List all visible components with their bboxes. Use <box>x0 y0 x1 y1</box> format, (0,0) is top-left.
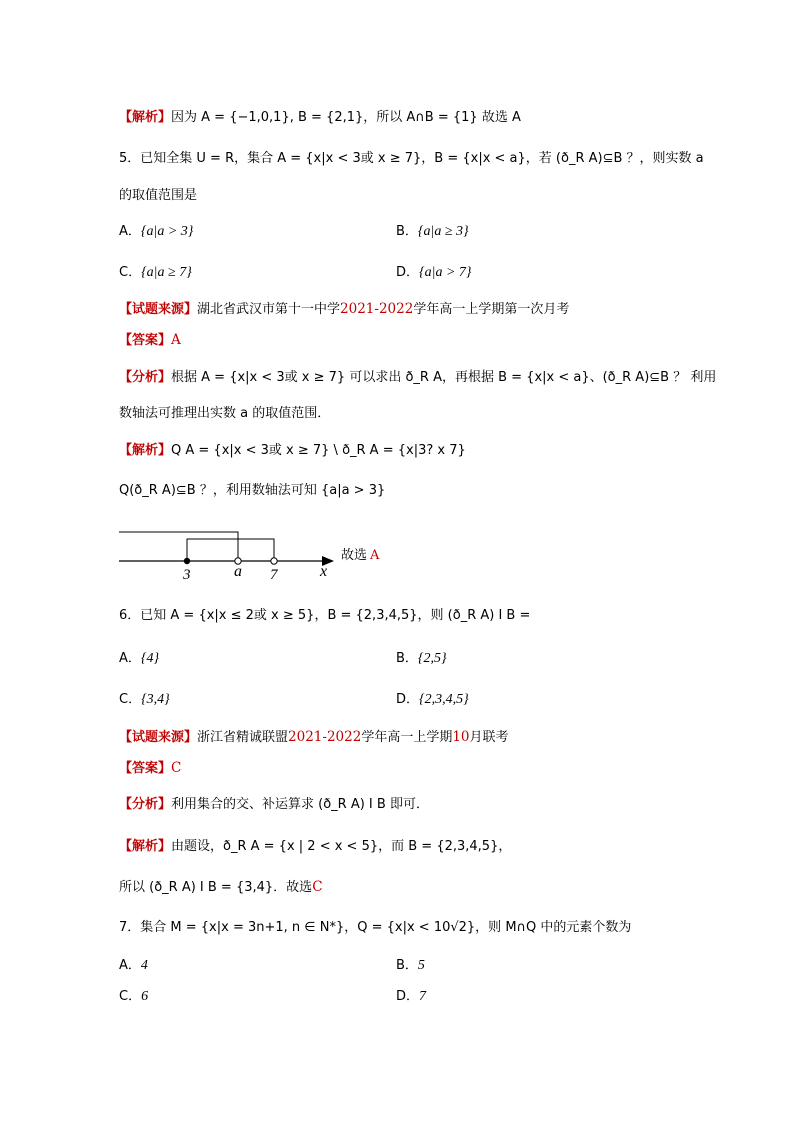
q5-analysis-line1 <box>119 367 716 388</box>
q6-explanation-line1 <box>119 836 511 857</box>
option-label: C． <box>119 989 142 1004</box>
number-line-diagram <box>119 527 419 586</box>
option-label: C． <box>119 265 142 280</box>
source-rest: 学年高一上学期 <box>361 730 453 745</box>
q5-option-a <box>119 221 193 242</box>
source-text: 湖北省武汉市第十一中学 <box>197 302 341 317</box>
q6-answer <box>119 758 181 779</box>
label-x: x <box>320 563 328 580</box>
q5-explanation-line1 <box>119 440 466 461</box>
point-3-filled <box>184 558 190 564</box>
analysis-tag: 【分析】 <box>119 370 172 385</box>
explanation-text: 由题设，ð_R A = {x | 2 < x < 5}，而 B = {2,3,4,5}， <box>171 839 512 854</box>
q6-option-a <box>119 648 159 669</box>
q5-stem-line1: 5．已知全集 U = R，集合 A = {x|x < 3或 x ≥ 7}，B = {x|x < a}，若 (ð_R A)⊆B ？，则实数 a <box>119 151 704 166</box>
q5-source <box>119 299 569 320</box>
label-7: 7 <box>270 567 278 582</box>
source-text: 浙江省精诚联盟 <box>197 730 289 745</box>
point-7-open <box>271 558 277 564</box>
q5-option-c <box>119 262 192 283</box>
option-value: {2,5} <box>417 651 447 666</box>
source-tag: 【试题来源】 <box>119 730 198 745</box>
source-month: 10 <box>452 729 470 745</box>
q6-option-c <box>119 689 170 710</box>
q7-option-a <box>119 955 148 976</box>
answer-value: C <box>171 760 182 776</box>
option-label: D． <box>396 265 420 280</box>
q4-explanation <box>119 107 521 128</box>
analysis-text: 利用集合的交、补运算求 (ð_R A) I B 即可． <box>171 797 429 812</box>
source-rest: 学年高一上学期第一次月考 <box>413 302 570 317</box>
q4-explanation-text: 因为 A = {−1,0,1}, B = {2,1}，所以 A∩B = {1} 故选 A <box>171 110 521 125</box>
option-value: 4 <box>140 958 148 973</box>
explanation-tag: 【解析】 <box>119 443 172 458</box>
q5-explanation-line2: Q(ð_R A)⊆B ？，利用数轴法可知 {a|a > 3} <box>119 483 386 498</box>
q7-stem: 7．集合 M = {x|x = 3n+1, n ∈ N*}，Q = {x|x < 10√2}，则 M∩Q 中的元素个数为 <box>119 920 632 935</box>
option-label: A． <box>119 224 141 239</box>
bracket-complement <box>187 539 274 561</box>
q6-source <box>119 727 509 748</box>
conclusion-prefix: 故选 <box>341 548 368 563</box>
q7-option-c <box>119 986 148 1007</box>
explanation-answer: C <box>312 879 323 895</box>
option-value: {a|a > 3} <box>140 224 194 239</box>
q6-stem: 6．已知 A = {x|x ≤ 2或 x ≥ 5}，B = {2,3,4,5}，则 (ð_R A) I B = <box>119 608 531 623</box>
option-label: B． <box>396 224 418 239</box>
source-tag: 【试题来源】 <box>119 302 198 317</box>
q5-answer <box>119 330 181 351</box>
analysis-tag: 【分析】 <box>119 797 172 812</box>
option-value: {4} <box>140 651 160 666</box>
q6-analysis <box>119 794 429 815</box>
option-value: 5 <box>417 958 425 973</box>
label-3: 3 <box>183 567 191 582</box>
bracket-b <box>119 532 238 561</box>
option-value: {2,3,4,5} <box>419 692 469 707</box>
q6-option-b <box>396 648 447 669</box>
source-end: 月联考 <box>469 730 509 745</box>
explanation-tag: 【解析】 <box>119 839 172 854</box>
option-value: 6 <box>141 989 149 1004</box>
explanation-tag: 【解析】 <box>119 110 172 125</box>
option-label: D． <box>396 989 420 1004</box>
label-a: a <box>234 563 242 580</box>
explanation-text: 所以 (ð_R A) I B = {3,4}．故选 <box>119 880 313 895</box>
answer-value: A <box>171 332 181 348</box>
q6-explanation-line2 <box>119 877 323 898</box>
option-label: C． <box>119 692 142 707</box>
source-year: 2021-2022 <box>340 301 414 317</box>
q7-option-d <box>396 986 426 1007</box>
answer-tag: 【答案】 <box>119 333 172 348</box>
option-value: {a|a ≥ 3} <box>417 224 469 239</box>
number-line-svg <box>119 527 419 582</box>
option-label: D． <box>396 692 420 707</box>
option-value: {a|a ≥ 7} <box>141 265 192 280</box>
explanation-text: Q A = {x|x < 3或 x ≥ 7} \ ð_R A = {x|3? x 7} <box>171 443 466 458</box>
answer-tag: 【答案】 <box>119 761 172 776</box>
q5-stem-line2: 的取值范围是 <box>119 188 198 203</box>
option-label: A． <box>119 958 141 973</box>
option-value: 7 <box>419 989 427 1004</box>
q5-option-b <box>396 221 469 242</box>
option-label: B． <box>396 958 418 973</box>
option-value: {3,4} <box>141 692 170 707</box>
analysis-text: 根据 A = {x|x < 3或 x ≥ 7} 可以求出 ð_R A，再根据 B = {x|x < a}、(ð_R A)⊆B ？ 利用 <box>171 370 717 385</box>
q6-option-d <box>396 689 469 710</box>
source-year: 2021-2022 <box>288 729 362 745</box>
conclusion-answer: A <box>370 548 380 563</box>
option-label: B． <box>396 651 418 666</box>
q7-option-b <box>396 955 425 976</box>
option-value: {a|a > 7} <box>419 265 472 280</box>
option-label: A． <box>119 651 141 666</box>
q5-analysis-line2: 数轴法可推理出实数 a 的取值范围． <box>119 406 331 421</box>
q5-option-d <box>396 262 472 283</box>
